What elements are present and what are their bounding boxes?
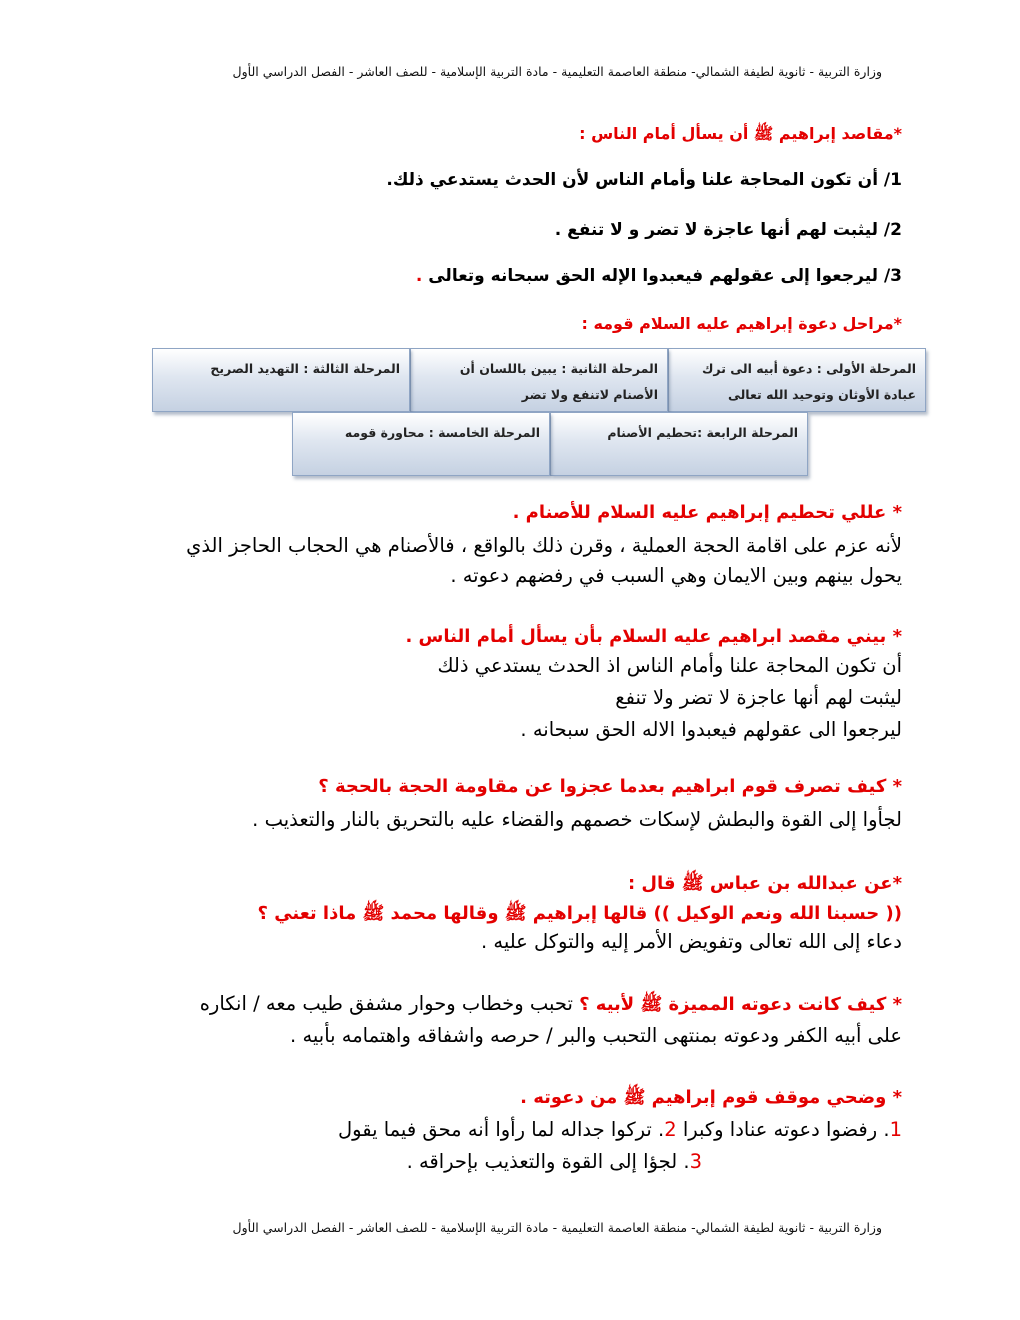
q6-item-1-text: . رفضوا دعوته عنادا وكبرا (676, 1118, 890, 1141)
q6-items-row (338, 1118, 902, 1141)
q5-title: * كيف كانت دعوته المميزة ﷺ لأبيه ؟ (579, 994, 902, 1015)
q4-title-2: (( حسبنا الله ونعم الوكيل )) قالها إبراهيم ﷺ وقالها محمد ﷺ ماذا تعني ؟ (257, 903, 902, 924)
purposes-title: *مقاصد إبراهيم ﷺ أن يسأل أمام الناس : (579, 124, 902, 143)
q4-line-1: دعاء إلى الله تعالى وتفويض الأمر إليه والتوكل عليه . (480, 930, 902, 953)
q1-line-2: يحول بينهم وبين الايمان وهي السبب في رفضهم دعوته . (450, 564, 902, 587)
stage-box-1 (668, 348, 926, 412)
stage-box-5-text: المرحلة الخامسة : محاورة قومه (344, 425, 540, 440)
q2-title: * بيني مقصد ابراهيم عليه السلام بأن يسأل أمام الناس . (405, 626, 902, 647)
q6-item-3-num: 3 (689, 1150, 702, 1173)
stage-box-5 (292, 412, 550, 476)
stage-box-2 (410, 348, 668, 412)
q1-title: * عللي تحطيم إبراهيم عليه السلام للأصنام . (512, 502, 902, 523)
q6-item-2-text: . تركوا جداله لما رأوا أنه محق فيما يقول (337, 1118, 665, 1141)
stages-title: *مراحل دعوة إبراهيم عليه السلام قومه : (581, 314, 902, 333)
purpose-item-3 (416, 266, 902, 286)
q6-item-1-num: 1 (889, 1118, 902, 1141)
purpose-item-3-tail: . (415, 266, 429, 286)
purpose-item-1: 1/ أن تكون المحاجة علنا وأمام الناس لأن الحدث يستدعي ذلك. (386, 170, 902, 190)
q2-line-2: ليثبت لهم أنها عاجزة لا تضر ولا تنفع (615, 686, 902, 709)
q3-title: * كيف تصرف قوم ابراهيم بعدما عجزوا عن مقاومة الحجة بالحجة ؟ (318, 776, 902, 797)
stage-box-2-text: المرحلة الثانية : يبين باللسان أن الأصنام لاتنفع ولا تضر (459, 361, 658, 402)
q5-answer-inline: تحبب وخطاب وحوار مشفق طيب معه / انكاره (199, 992, 580, 1015)
q5-line-1: على أبيه الكفر ودعوته بمنتهى التحبب والبر / حرصه واشفاقه واهتمامه بأبيه . (290, 1024, 902, 1047)
q6-item-2-num: 2 (664, 1118, 677, 1141)
q5-first-line (200, 992, 902, 1019)
q2-line-3: ليرجعوا الى عقولهم فيعبدوا الاله الحق سبحانه . (520, 718, 902, 741)
q6-title: * وضحي موقف قوم إبراهيم ﷺ من دعوته . (520, 1087, 902, 1108)
q2-line-1: أن تكون المحاجة علنا وأمام الناس اذ الحدث يستدعي ذلك (437, 654, 902, 677)
purpose-item-2: 2/ ليثبت لهم أنها عاجزة لا تضر و لا تنفع . (554, 220, 902, 240)
q6-item-3-text: . لجؤا إلى القوة والتعذيب بإحراقه . (406, 1150, 690, 1173)
q3-line-1: لجأوا إلى القوة والبطش لإسكات خصمهم والقضاء عليه بالتحريق بالنار والتعذيب . (252, 808, 902, 831)
stage-box-3 (152, 348, 410, 412)
stage-box-3-text: المرحلة الثالثة : التهديد الصريح (210, 361, 400, 376)
page-footer: وزارة التربية - ثانوية لطيفة الشمالي- منطقة العاصمة التعليمية - مادة التربية الإسلامية - للصف العاشر - الفصل الدراسي الأول (232, 1220, 882, 1235)
stage-box-4-text: المرحلة الرابعة :تحطيم الأصنام (607, 425, 798, 440)
stage-box-1-text: المرحلة الأولى : دعوة أبيه الى ترك عبادة الأوثان وتوحيد الله تعالى (701, 361, 916, 402)
page-header: وزارة التربية - ثانوية لطيفة الشمالي- منطقة العاصمة التعليمية - مادة التربية الإسلامية - للصف العاشر - الفصل الدراسي الأول (232, 64, 882, 79)
stage-box-4 (550, 412, 808, 476)
q4-title-1: *عن عبدالله بن عباس ﷺ قال : (627, 873, 902, 894)
q6-item-3 (407, 1150, 702, 1173)
q1-line-1: لأنه عزم على اقامة الحجة العملية ، وقرن ذلك بالواقع ، فالأصنام هي الحجاب الحاجز الذي (186, 534, 902, 557)
purpose-item-3-text: 3/ ليرجعوا إلى عقولهم فيعبدوا الإله الحق سبحانه وتعالى (428, 266, 902, 286)
